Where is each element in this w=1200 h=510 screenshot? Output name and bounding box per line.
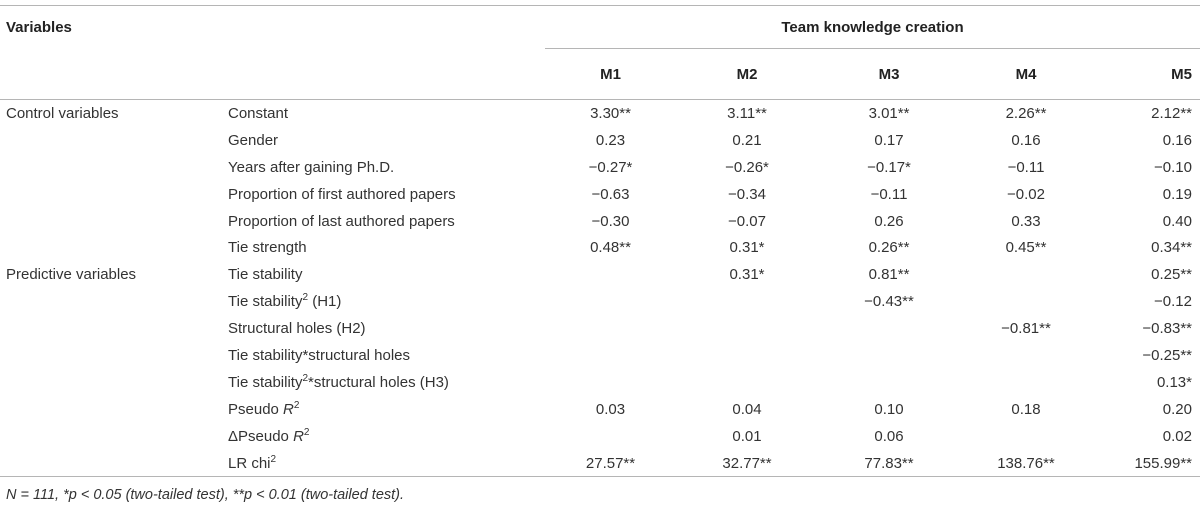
variable-label-suffix: *structural holes (H3) — [308, 373, 449, 391]
variable-label-suffix: (H1) — [308, 293, 342, 311]
cell-m1: 0.03 — [595, 400, 626, 418]
variable-label-superscript: 2 — [293, 399, 300, 411]
cell-m3: 0.26 — [874, 212, 904, 230]
cell-m1: 3.30** — [590, 104, 631, 122]
cell-m4 — [960, 423, 1092, 450]
cell-m5: 155.99** — [1134, 454, 1192, 472]
cell-m1 — [545, 369, 676, 396]
cell-m1: −0.27* — [588, 158, 633, 176]
cell-m4: 0.45** — [1005, 239, 1047, 257]
cell-m3: 0.26** — [868, 239, 910, 257]
cell-m3: −0.43** — [864, 293, 914, 311]
cell-m2: 0.01 — [732, 427, 762, 445]
table-row — [0, 261, 1200, 288]
cell-m4: −0.11 — [1007, 158, 1045, 176]
row-variable-label: Gender — [228, 131, 279, 149]
row-category — [0, 181, 222, 208]
model-header-m4: M4 — [960, 49, 1092, 100]
cell-m3: 0.10 — [874, 400, 904, 418]
row-variable-label: Proportion of last authored papers — [228, 212, 455, 230]
row-category — [0, 154, 222, 181]
table-row — [0, 234, 1200, 261]
variable-label-text: Tie stability — [228, 373, 303, 391]
row-variable-label: Structural holes (H2) — [228, 320, 366, 338]
row-variable-label: Constant — [228, 104, 289, 122]
cell-m5: 2.12** — [1151, 104, 1192, 122]
row-variable-label: Tie stability — [228, 266, 303, 284]
table-row — [0, 369, 1200, 396]
variable-label-text: ΔPseudo — [228, 427, 294, 445]
model-header-m1: M1 — [545, 49, 676, 100]
table-row — [0, 288, 1200, 315]
cell-m3: 0.06 — [874, 427, 904, 445]
cell-m2 — [676, 288, 818, 315]
cell-m3 — [818, 315, 960, 342]
row-variable-label — [222, 396, 545, 423]
variables-header: Variables — [6, 18, 72, 36]
cell-m5: 0.16 — [1162, 131, 1192, 149]
variable-label-superscript: 2 — [303, 426, 310, 438]
table-row — [0, 450, 1200, 477]
cell-m3 — [818, 342, 960, 369]
cell-m4: 0.16 — [1011, 131, 1041, 149]
row-category — [0, 396, 222, 423]
cell-m5: −0.10 — [1154, 158, 1192, 176]
cell-m4 — [960, 261, 1092, 288]
model-header-m5: M5 — [1092, 49, 1200, 100]
cell-m1 — [545, 423, 676, 450]
variable-label-superscript: 2 — [302, 372, 309, 384]
cell-m5: 0.19 — [1162, 185, 1192, 203]
table-row — [0, 100, 1200, 127]
cell-m2 — [676, 342, 818, 369]
cell-m1: 27.57** — [585, 454, 636, 472]
table-row — [0, 154, 1200, 181]
cell-m4: 138.76** — [997, 454, 1055, 472]
row-variable-label — [222, 450, 545, 477]
cell-m1 — [545, 288, 676, 315]
cell-m3 — [818, 369, 960, 396]
variable-label-text: Tie stability — [228, 293, 303, 311]
row-category — [0, 423, 222, 450]
row-category — [0, 288, 222, 315]
cell-m2: 32.77** — [722, 454, 772, 472]
regression-table — [0, 5, 1200, 477]
cell-m5: 0.40 — [1162, 212, 1192, 230]
cell-m1: 0.48** — [590, 239, 631, 257]
cell-m1 — [545, 315, 676, 342]
cell-m1 — [545, 342, 676, 369]
row-category — [0, 127, 222, 154]
variable-label-superscript: 2 — [270, 453, 277, 465]
cell-m3: −0.17* — [867, 158, 911, 176]
model-header-m2: M2 — [676, 49, 818, 100]
cell-m3: 0.81** — [868, 266, 910, 284]
row-category — [0, 315, 222, 342]
cell-m5: 0.13* — [1156, 373, 1192, 391]
cell-m1: −0.63 — [591, 185, 630, 203]
variable-label-text: Pseudo — [228, 400, 284, 418]
row-variable-label — [222, 423, 545, 450]
cell-m4: −0.02 — [1007, 185, 1045, 203]
variable-label-text: LR chi — [228, 454, 271, 472]
table-row — [0, 315, 1200, 342]
cell-m2: 0.31* — [729, 239, 765, 257]
row-category — [0, 369, 222, 396]
cell-m2 — [676, 315, 818, 342]
table-row — [0, 181, 1200, 208]
variable-label-italic: R — [283, 400, 294, 418]
cell-m3: 77.83** — [864, 454, 914, 472]
cell-m3: 0.17 — [874, 131, 904, 149]
cell-m3: 3.01** — [868, 104, 910, 122]
regression-table-container — [0, 5, 1200, 477]
cell-m4: −0.81** — [1001, 320, 1051, 338]
row-category: Predictive variables — [6, 266, 137, 284]
row-variable-label: Tie stability*structural holes — [228, 346, 411, 364]
cell-m4: 0.18 — [1011, 400, 1041, 418]
table-row — [0, 208, 1200, 235]
cell-m5: 0.25** — [1151, 266, 1192, 284]
row-variable-label — [222, 369, 545, 396]
cell-m2: −0.34 — [728, 185, 766, 203]
cell-m5: −0.25** — [1142, 346, 1192, 364]
table-row — [0, 396, 1200, 423]
row-variable-label: Proportion of first authored papers — [228, 185, 456, 203]
cell-m5: −0.12 — [1154, 293, 1192, 311]
cell-m5: 0.34** — [1151, 239, 1192, 257]
cell-m5: 0.02 — [1162, 427, 1192, 445]
table-row — [0, 423, 1200, 450]
table-row — [0, 342, 1200, 369]
cell-m4: 2.26** — [1005, 104, 1047, 122]
table-body — [0, 100, 1200, 477]
row-variable-label: Tie strength — [228, 239, 307, 257]
cell-m2: 0.21 — [732, 131, 762, 149]
table-row — [0, 127, 1200, 154]
cell-m2: 3.11** — [727, 104, 767, 122]
cell-m1: 0.23 — [595, 131, 626, 149]
cell-m2 — [676, 369, 818, 396]
table-footnote: N = 111, *p < 0.05 (two-tailed test), **p < 0.01 (two-tailed test). — [6, 487, 405, 503]
group-header-team-knowledge-creation: Team knowledge creation — [545, 6, 1200, 49]
variable-label-superscript: 2 — [302, 292, 309, 304]
cell-m1: −0.30 — [591, 212, 630, 230]
cell-m2: 0.31* — [729, 266, 765, 284]
cell-m4 — [960, 342, 1092, 369]
cell-m4 — [960, 288, 1092, 315]
variable-label-italic: R — [293, 427, 304, 445]
model-header-m3: M3 — [818, 49, 960, 100]
row-category — [0, 208, 222, 235]
row-variable-label — [222, 288, 545, 315]
cell-m4: 0.33 — [1011, 212, 1041, 230]
row-category: Control variables — [6, 104, 119, 122]
row-variable-label: Years after gaining Ph.D. — [228, 158, 395, 176]
cell-m3: −0.11 — [870, 185, 908, 203]
cell-m2: 0.04 — [732, 400, 762, 418]
cell-m2: −0.26* — [725, 158, 769, 176]
cell-m1 — [545, 261, 676, 288]
row-category — [0, 450, 222, 477]
cell-m4 — [960, 369, 1092, 396]
row-category — [0, 234, 222, 261]
cell-m5: −0.83** — [1142, 320, 1192, 338]
cell-m2: −0.07 — [728, 212, 766, 230]
cell-m5: 0.20 — [1162, 400, 1192, 418]
row-category — [0, 342, 222, 369]
